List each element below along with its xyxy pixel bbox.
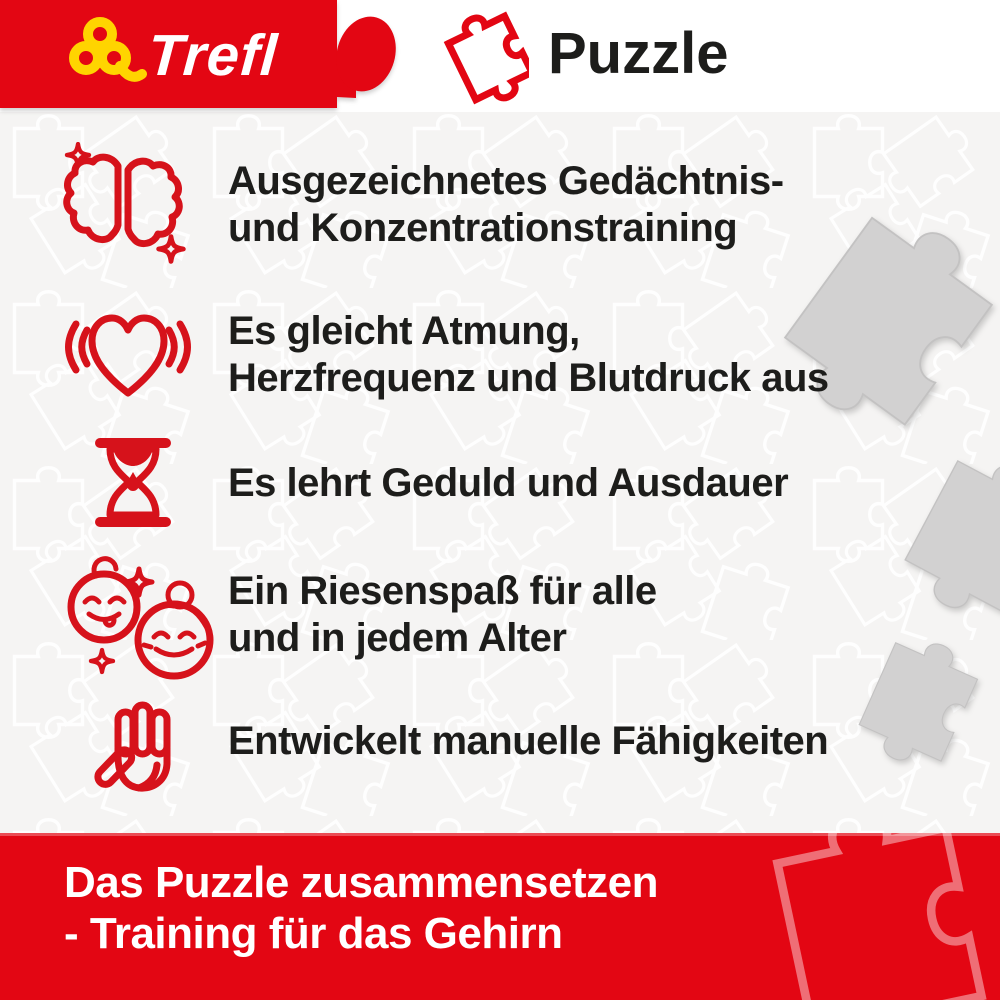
benefit-line: Es gleicht Atmung, <box>228 309 580 353</box>
brain-icon <box>58 142 190 266</box>
benefit-line: Entwickelt manuelle Fähigkeiten <box>228 719 829 763</box>
brand-logo-text: Trefl <box>145 23 280 88</box>
puzzle-piece-icon <box>424 6 529 116</box>
benefit-line: und in jedem Alter <box>228 616 567 660</box>
benefit-row-5 <box>228 718 828 765</box>
benefit-line: Ausgezeichnetes Gedächtnis- <box>228 159 784 203</box>
footer-banner <box>0 833 1000 1000</box>
benefit-row-4 <box>228 568 657 662</box>
footer-text <box>64 857 658 959</box>
benefit-line: und Konzentrationstraining <box>228 206 738 250</box>
page-title: Puzzle <box>548 21 729 86</box>
benefit-row-2 <box>228 308 829 402</box>
hand-icon <box>92 696 194 800</box>
benefit-line: Es lehrt Geduld und Ausdauer <box>228 461 789 505</box>
benefit-line: Herzfrequenz und Blutdruck aus <box>228 356 829 400</box>
benefit-row-1 <box>228 158 784 252</box>
vibrating-heart-icon <box>56 296 202 404</box>
benefit-line: Ein Riesenspaß für alle <box>228 569 657 613</box>
footer-line: Das Puzzle zusammensetzen <box>64 858 658 907</box>
happy-faces-icon <box>52 544 238 686</box>
footer-line: - Training für das Gehirn <box>64 909 563 958</box>
hourglass-icon <box>92 436 176 532</box>
benefit-row-3 <box>228 460 788 507</box>
